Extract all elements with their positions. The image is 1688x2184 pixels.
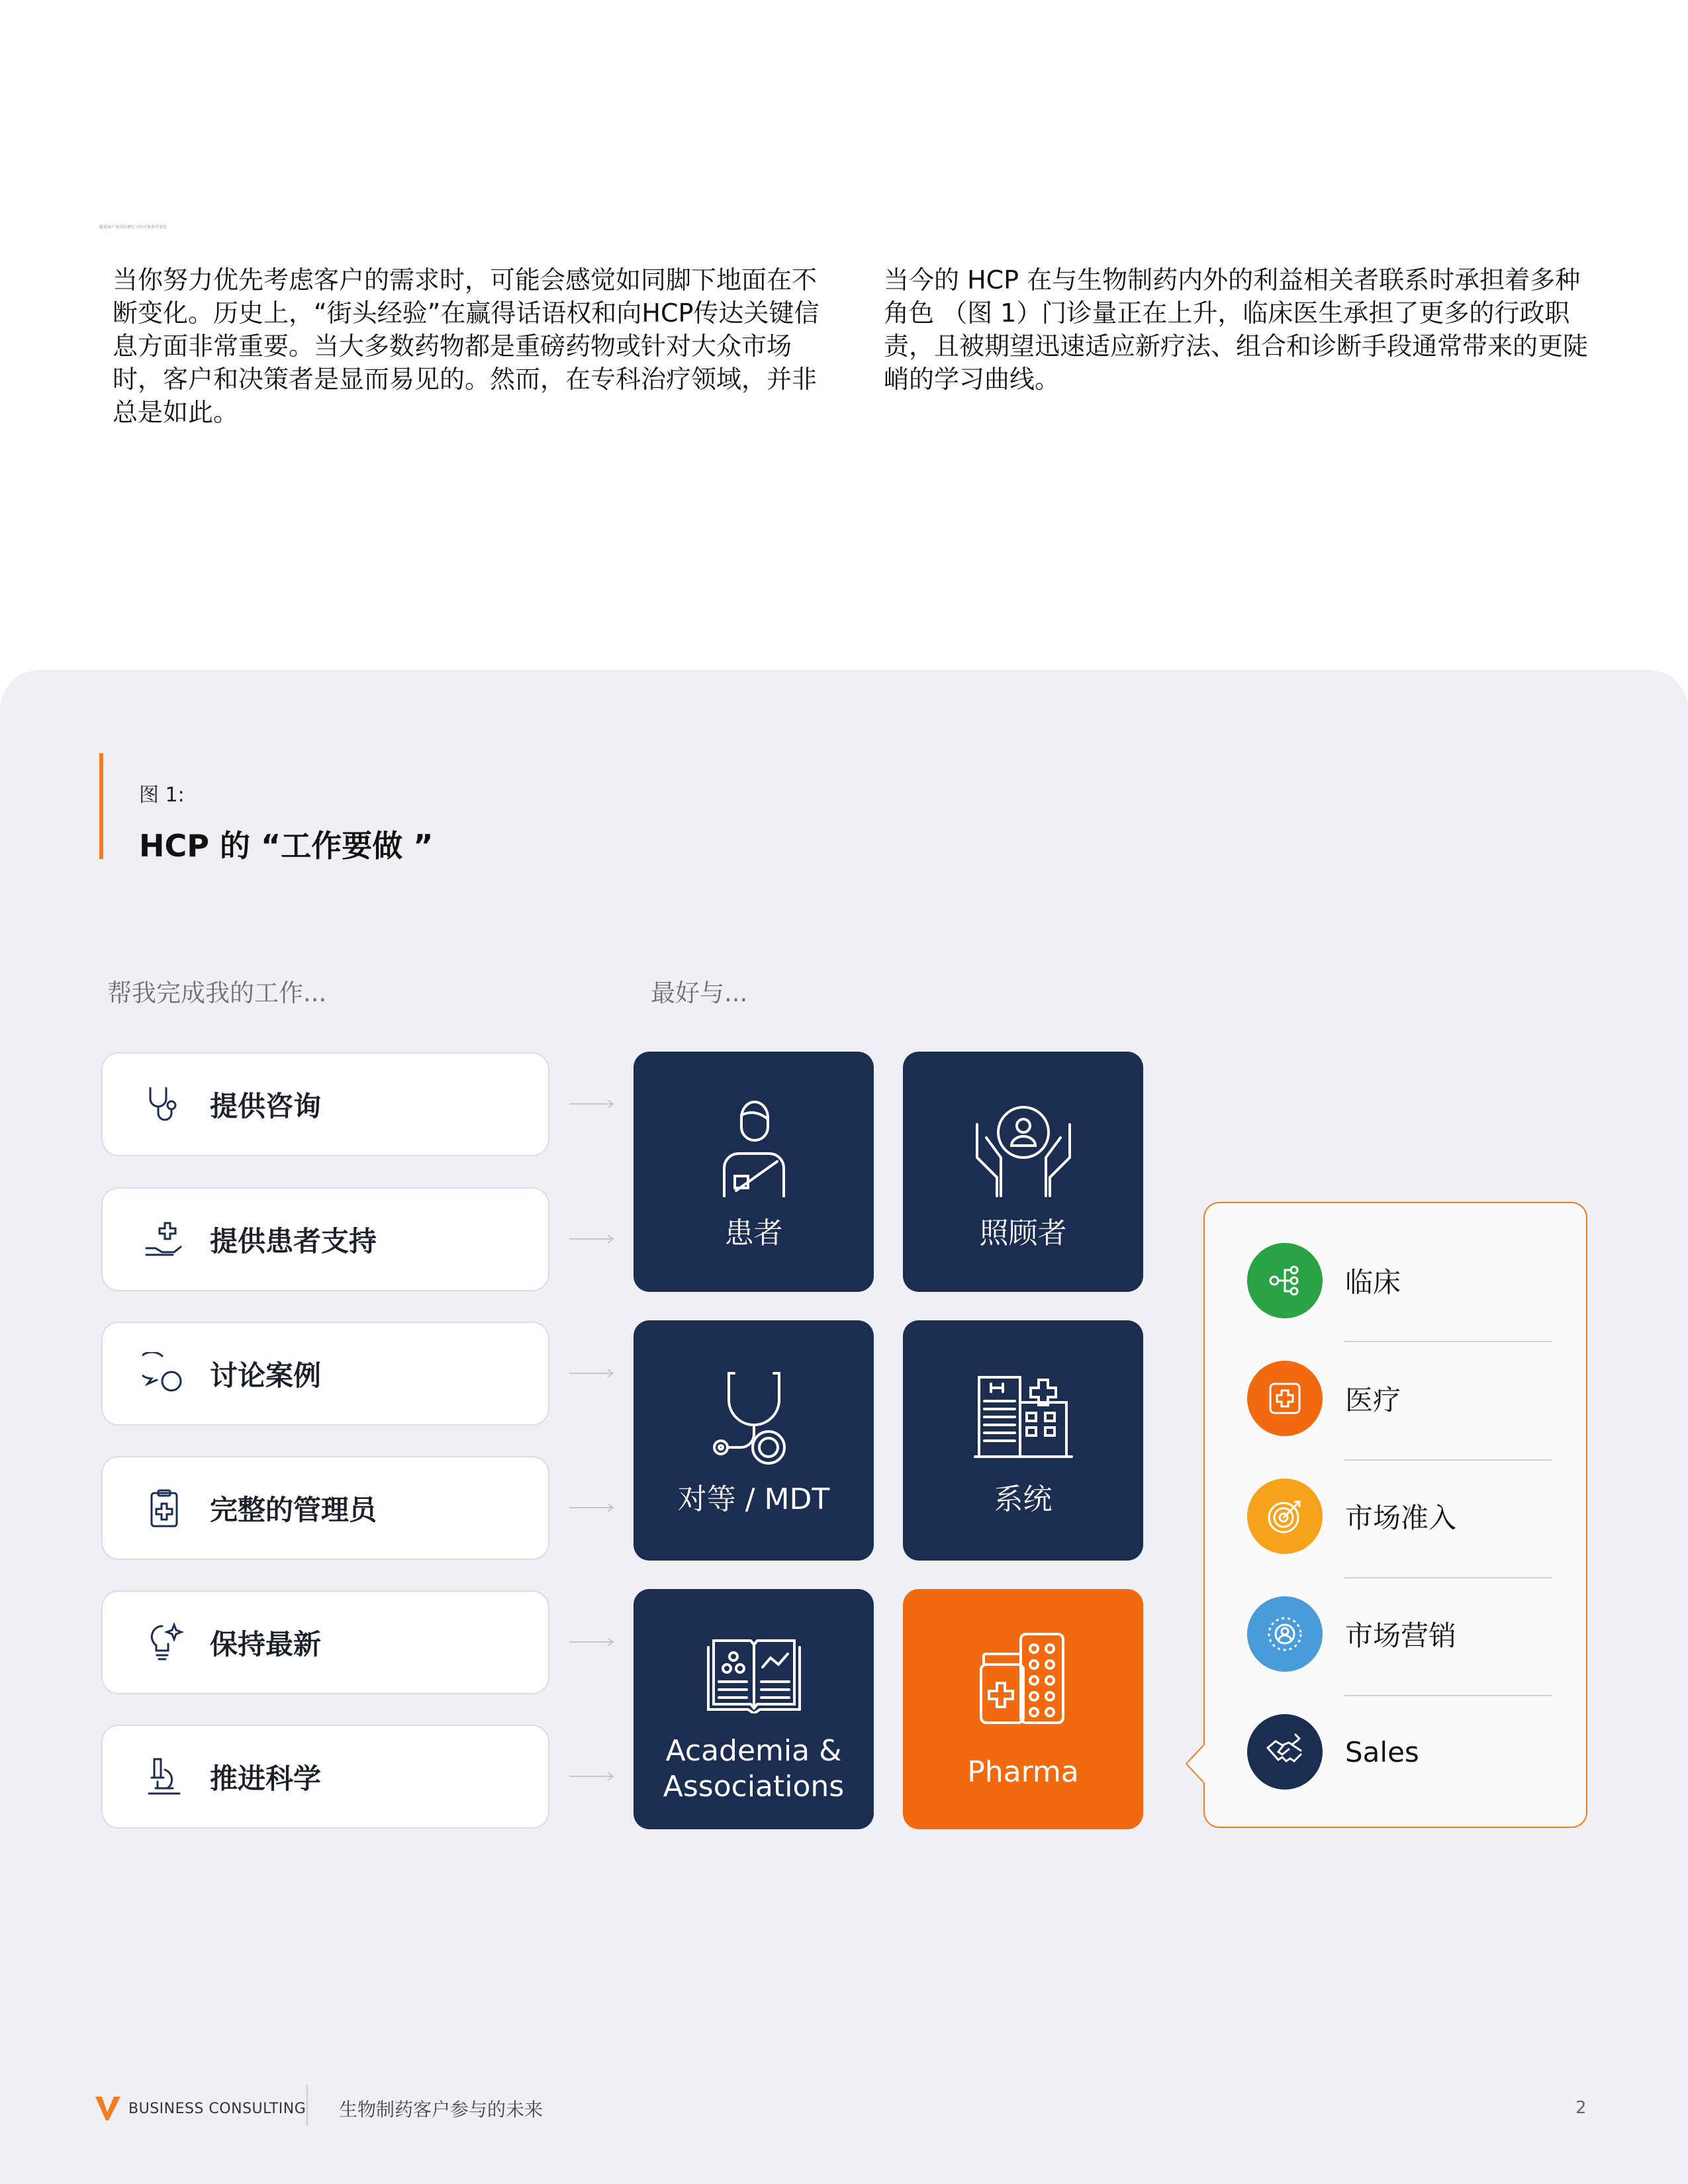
- microscope-icon: [142, 1755, 186, 1799]
- arrow-icon: [569, 1770, 616, 1783]
- intro-paragraph-left: 当你努力优先考虑客户的需求时，可能会感觉如同脚下地面在不断变化。历史上，“街头经验”在赢得话语权和向HCP传达关键信息方面非常重要。当大多数药物都是重磅药物或针对大众市场时，客户和决策者是显而易见的。然而，在专科治疗领域，并非总是如此。: [113, 265, 820, 427]
- stakeholder-sales: [1247, 1714, 1578, 1790]
- medical-cross-icon: [1247, 1361, 1323, 1436]
- job-card-patient-support: [101, 1187, 549, 1291]
- arrow-icon: [569, 1367, 616, 1380]
- chat-bubbles-icon: [142, 1352, 186, 1396]
- divider: [1344, 1695, 1552, 1696]
- job-label: 保持最新: [210, 1627, 322, 1661]
- tile-label: 照顾者: [979, 1216, 1067, 1250]
- job-card-advance-science: [101, 1725, 549, 1829]
- stakeholder-label: 市场营销: [1345, 1619, 1457, 1652]
- running-header: 随着客户需求的增长与医疗体系的变化: [99, 225, 167, 230]
- job-card-stay-updated: [101, 1590, 549, 1694]
- tile-label: Academia &: [665, 1734, 842, 1768]
- job-card-consult: [101, 1052, 549, 1156]
- column-heading-jobs: 帮我完成我的工作...: [107, 979, 327, 1007]
- arrow-icon: [569, 1501, 616, 1514]
- stakeholder-label: Sales: [1345, 1735, 1419, 1768]
- job-label: 提供患者支持: [210, 1224, 377, 1257]
- tile-label-second-line: Associations: [663, 1770, 845, 1803]
- tile-caregiver: [903, 1052, 1143, 1292]
- job-label: 讨论案例: [210, 1359, 322, 1392]
- page-number: 2: [1575, 2098, 1587, 2118]
- figure-accent-bar: [99, 753, 103, 859]
- tile-academia: [633, 1589, 874, 1829]
- tile-system: [903, 1320, 1143, 1561]
- arrow-icon: [569, 1097, 616, 1111]
- tile-label: 患者: [724, 1216, 783, 1250]
- footer-brand: BUSINESS CONSULTING: [128, 2100, 306, 2117]
- stakeholder-label: 临床: [1345, 1266, 1401, 1298]
- lightbulb-sparkle-icon: [142, 1621, 186, 1664]
- target-icon: [1247, 1479, 1323, 1554]
- patient-icon: [633, 1098, 874, 1197]
- brand-logo-icon: [94, 2095, 122, 2122]
- tile-pharma: [903, 1589, 1143, 1829]
- stakeholder-label: 市场准入: [1345, 1502, 1457, 1534]
- callout-notch: [1185, 1744, 1211, 1784]
- job-card-discuss-cases: [101, 1322, 549, 1426]
- intro-paragraph-right: 当今的 HCP 在与生物制药内外的利益相关者联系时承担着多种角色 （图 1）门诊量正在上升，临床医生承担了更多的行政职责，且被期望迅速适应新疗法、组合和诊断手段通常带来的更陡峭的学习曲线。: [884, 265, 1589, 394]
- job-label: 完整的管理员: [210, 1493, 377, 1526]
- figure-title: HCP 的 “工作要做 ”: [139, 828, 434, 864]
- divider: [1344, 1341, 1552, 1342]
- footer-title: 生物制药客户参与的未来: [339, 2099, 543, 2120]
- network-nodes-icon: [1247, 1243, 1323, 1318]
- caregiver-hands-icon: [903, 1098, 1143, 1197]
- arrow-icon: [569, 1635, 616, 1649]
- divider: [1344, 1577, 1552, 1578]
- hospital-building-icon: [903, 1367, 1143, 1466]
- stethoscope-icon: [633, 1367, 874, 1466]
- tile-label: 系统: [994, 1482, 1053, 1516]
- stakeholder-medical: [1247, 1361, 1578, 1436]
- hand-plus-icon: [142, 1218, 186, 1261]
- user-circle-icon: [1247, 1596, 1323, 1672]
- arrow-icon: [569, 1232, 616, 1246]
- tile-label: 对等 / MDT: [677, 1482, 830, 1516]
- clipboard-plus-icon: [142, 1486, 186, 1530]
- job-card-admin: [101, 1456, 549, 1560]
- stakeholder-marketing: [1247, 1596, 1578, 1672]
- tile-label: Pharma: [967, 1755, 1079, 1789]
- stakeholder-clinical: [1247, 1243, 1578, 1318]
- job-label: 提供咨询: [210, 1089, 322, 1122]
- footer-separator: [306, 2085, 308, 2126]
- job-label: 推进科学: [210, 1762, 322, 1795]
- stethoscope-icon: [142, 1083, 186, 1126]
- tile-peer-mdt: [633, 1320, 874, 1561]
- footer-logo: [94, 2095, 306, 2122]
- open-book-icon: [633, 1634, 874, 1713]
- figure-label: 图 1:: [139, 784, 185, 807]
- stakeholder-market-access: [1247, 1479, 1578, 1554]
- tile-patient: [633, 1052, 874, 1292]
- medicine-bottles-icon: [903, 1630, 1143, 1729]
- handshake-icon: [1247, 1714, 1323, 1790]
- stakeholder-label: 医疗: [1345, 1384, 1401, 1416]
- divider: [1344, 1459, 1552, 1461]
- column-heading-best-with: 最好与...: [651, 979, 748, 1007]
